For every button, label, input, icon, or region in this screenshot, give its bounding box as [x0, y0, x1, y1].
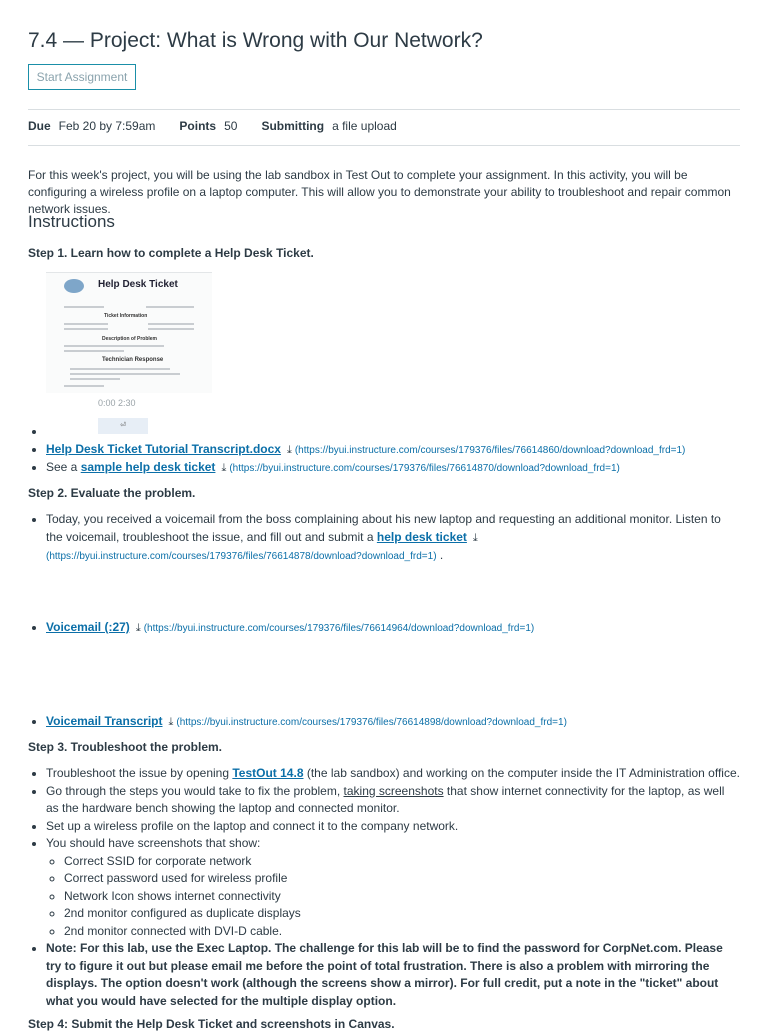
list-item: ◦ Correct password used for wireless profile	[64, 870, 740, 888]
period: .	[439, 548, 444, 562]
testout-link[interactable]: TestOut 14.8	[232, 766, 304, 780]
list-item: • Set up a wireless profile on the laptop and connect it to the company network.	[46, 818, 740, 836]
list-item	[46, 783, 740, 818]
tutorial-transcript-link[interactable]: Help Desk Ticket Tutorial Transcript.docx	[46, 441, 281, 456]
step3-text: that show internet connectivity for the laptop, as well as the hardware bench showing the laptop and connected monitor.	[46, 783, 725, 815]
page-title: 7.4 — Project: What is Wrong with Our Network?	[28, 29, 483, 52]
ticket-section-label: Description of Problem	[102, 336, 158, 342]
submitting-label: Submitting	[261, 119, 325, 133]
ticket-section-label: Technician Response	[102, 357, 164, 363]
screenshot-requirements	[46, 853, 740, 941]
divider	[28, 109, 740, 110]
step4-heading: Step 4: Submit the Help Desk Ticket and screenshots in Canvas.	[28, 1017, 395, 1031]
step3-text: Troubleshoot the issue by opening	[46, 766, 230, 780]
voicemail-transcript-link[interactable]: Voicemail Transcript	[46, 714, 163, 728]
divider	[28, 145, 740, 146]
intro-paragraph: For this week's project, you will be using the lab sandbox in Test Out to complete your assignment. In this activity, you will be configuring a wireless profile on a laptop computer. This will allow you to demonstrate your ability to troubleshoot and repair common network issues.	[28, 168, 731, 216]
list-item: ◦ 2nd monitor configured as duplicate displays	[64, 905, 740, 923]
list-item	[46, 619, 740, 638]
help-desk-ticket-url[interactable]: (https://byui.instructure.com/courses/179376/files/76614878/download?download_frd=1)	[46, 551, 437, 562]
help-desk-ticket-video[interactable]	[46, 272, 212, 393]
list-item	[46, 835, 740, 940]
voicemail-list	[28, 619, 740, 638]
list-item	[46, 765, 740, 783]
download-icon[interactable]: ⤓	[286, 443, 292, 456]
sample-ticket-link[interactable]: sample help desk ticket	[80, 460, 216, 474]
download-icon[interactable]: ⤓	[168, 716, 174, 728]
globe-logo-icon	[64, 279, 84, 293]
list-item	[46, 511, 740, 566]
video-player-time[interactable]: 0:00 2:30	[98, 398, 136, 408]
step2-bullet-text: Today, you received a voicemail from the boss complaining about his new laptop and requesting an additional monitor. Listen to the voicemail, troubleshoot the issue, and fill out and submit a	[46, 512, 721, 544]
list-item: ◦ Correct SSID for corporate network	[64, 853, 740, 871]
voicemail-transcript-url[interactable]: (https://byui.instructure.com/courses/179376/files/76614898/download?download_frd=1)	[176, 717, 567, 728]
tutorial-transcript-url[interactable]: (https://byui.instructure.com/courses/179376/files/76614860/download?download_frd=1)	[294, 444, 686, 456]
help-desk-ticket-link[interactable]: help desk ticket	[376, 529, 467, 544]
ticket-image-title: Help Desk Ticket	[98, 279, 178, 290]
list-item	[46, 713, 740, 732]
sample-ticket-url[interactable]: (https://byui.instructure.com/courses/179376/files/76614870/download?download_frd=1)	[229, 463, 620, 474]
note-text: Note: For this lab, use the Exec Laptop. The challenge for this lab will be to find the password for CorpNet.com. Please try to figure it out but please email me before the point of total frustration. There is also a problem with mirroring the displays. The option doesn't work (although the screens show a mirror). For full credit, put a note in the "ticket" about what you would have selected for the multiple display option.	[46, 941, 723, 1008]
due-label: Due	[28, 119, 51, 133]
step2-heading: Step 2. Evaluate the problem.	[28, 486, 196, 500]
voicemail-transcript-list	[28, 713, 740, 732]
video-player-controls[interactable]: ⏎	[98, 418, 148, 434]
list-item: ◦ Network Icon shows internet connectivity	[64, 888, 740, 906]
step3-list	[28, 765, 740, 1010]
download-icon[interactable]: ⤓	[472, 531, 478, 544]
points-label: Points	[179, 119, 217, 133]
points-value: 50	[224, 119, 238, 133]
list-item: ◦ 2nd monitor connected with DVI-D cable.	[64, 923, 740, 941]
step1-list	[28, 423, 740, 478]
assignment-details	[28, 119, 421, 133]
step3-heading: Step 3. Troubleshoot the problem.	[28, 740, 223, 754]
download-icon[interactable]: ⤓	[135, 622, 141, 634]
download-icon[interactable]: ⤓	[221, 462, 227, 474]
ticket-section-label: Ticket Information	[104, 313, 148, 319]
taking-screenshots-link[interactable]: taking screenshots	[343, 783, 444, 798]
step3-text: You should have screenshots that show:	[46, 836, 261, 850]
due-value: Feb 20 by 7:59am	[58, 119, 156, 133]
note-item	[46, 940, 740, 1010]
list-item	[46, 423, 740, 441]
list-item	[46, 441, 740, 460]
voicemail-link[interactable]: Voicemail (:27)	[46, 620, 130, 634]
step2-list	[28, 511, 740, 566]
submitting-value: a file upload	[332, 119, 397, 133]
step3-text: Go through the steps you would take to fix the problem,	[46, 783, 341, 798]
start-assignment-button[interactable]: Start Assignment	[28, 64, 136, 90]
step1-heading: Step 1. Learn how to complete a Help Desk Ticket.	[28, 246, 314, 260]
list-item	[46, 459, 740, 478]
step3-text: (the lab sandbox) and working on the computer inside the IT Administration office.	[306, 766, 740, 780]
instructions-heading: Instructions	[28, 212, 115, 231]
voicemail-url[interactable]: (https://byui.instructure.com/courses/179376/files/76614964/download?download_frd=1)	[143, 623, 535, 634]
see-a-text: See a	[46, 460, 78, 474]
